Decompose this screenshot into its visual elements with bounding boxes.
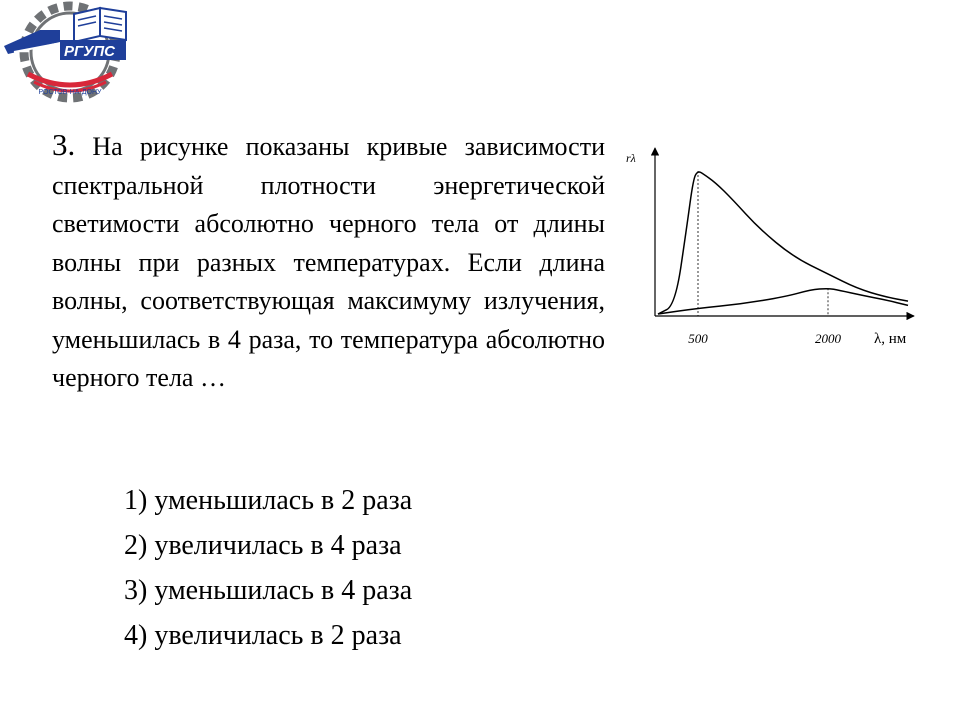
x-axis-label: λ, нм [874,331,907,347]
logo-text: РГУПС [64,43,115,60]
y-axis-label: rλ [626,151,636,165]
x-tick-label-1: 500 [688,331,708,346]
x-tick-label-2: 2000 [815,331,841,346]
answer-options [124,478,412,658]
answer-option-4[interactable]: 4) увеличилась в 2 раза [124,620,402,651]
university-logo [0,0,140,110]
question-number: 3. [52,127,76,162]
answer-option-3[interactable]: 3) уменьшилась в 4 раза [124,575,413,606]
logo-ring-text: РОСТОВ-НА-ДОНУ [38,89,102,96]
spectral-density-chart [618,140,918,360]
question-text: На рисунке показаны кривые зависимости спектральной плотности энергетической светимости абсолютно черного тела от длины волны при разных температурах. Если длина волны, соответствующая максимуму излучения, уменьшилась в 4 раза, то температура абсолютно черного тела … [52,132,605,392]
answer-option-2[interactable]: 2) увеличилась в 4 раза [124,530,402,561]
curve-series-1 [658,172,908,314]
question-text-block [52,126,605,398]
answer-option-1[interactable]: 1) уменьшилась в 2 раза [124,485,413,516]
book-icon [74,8,126,42]
